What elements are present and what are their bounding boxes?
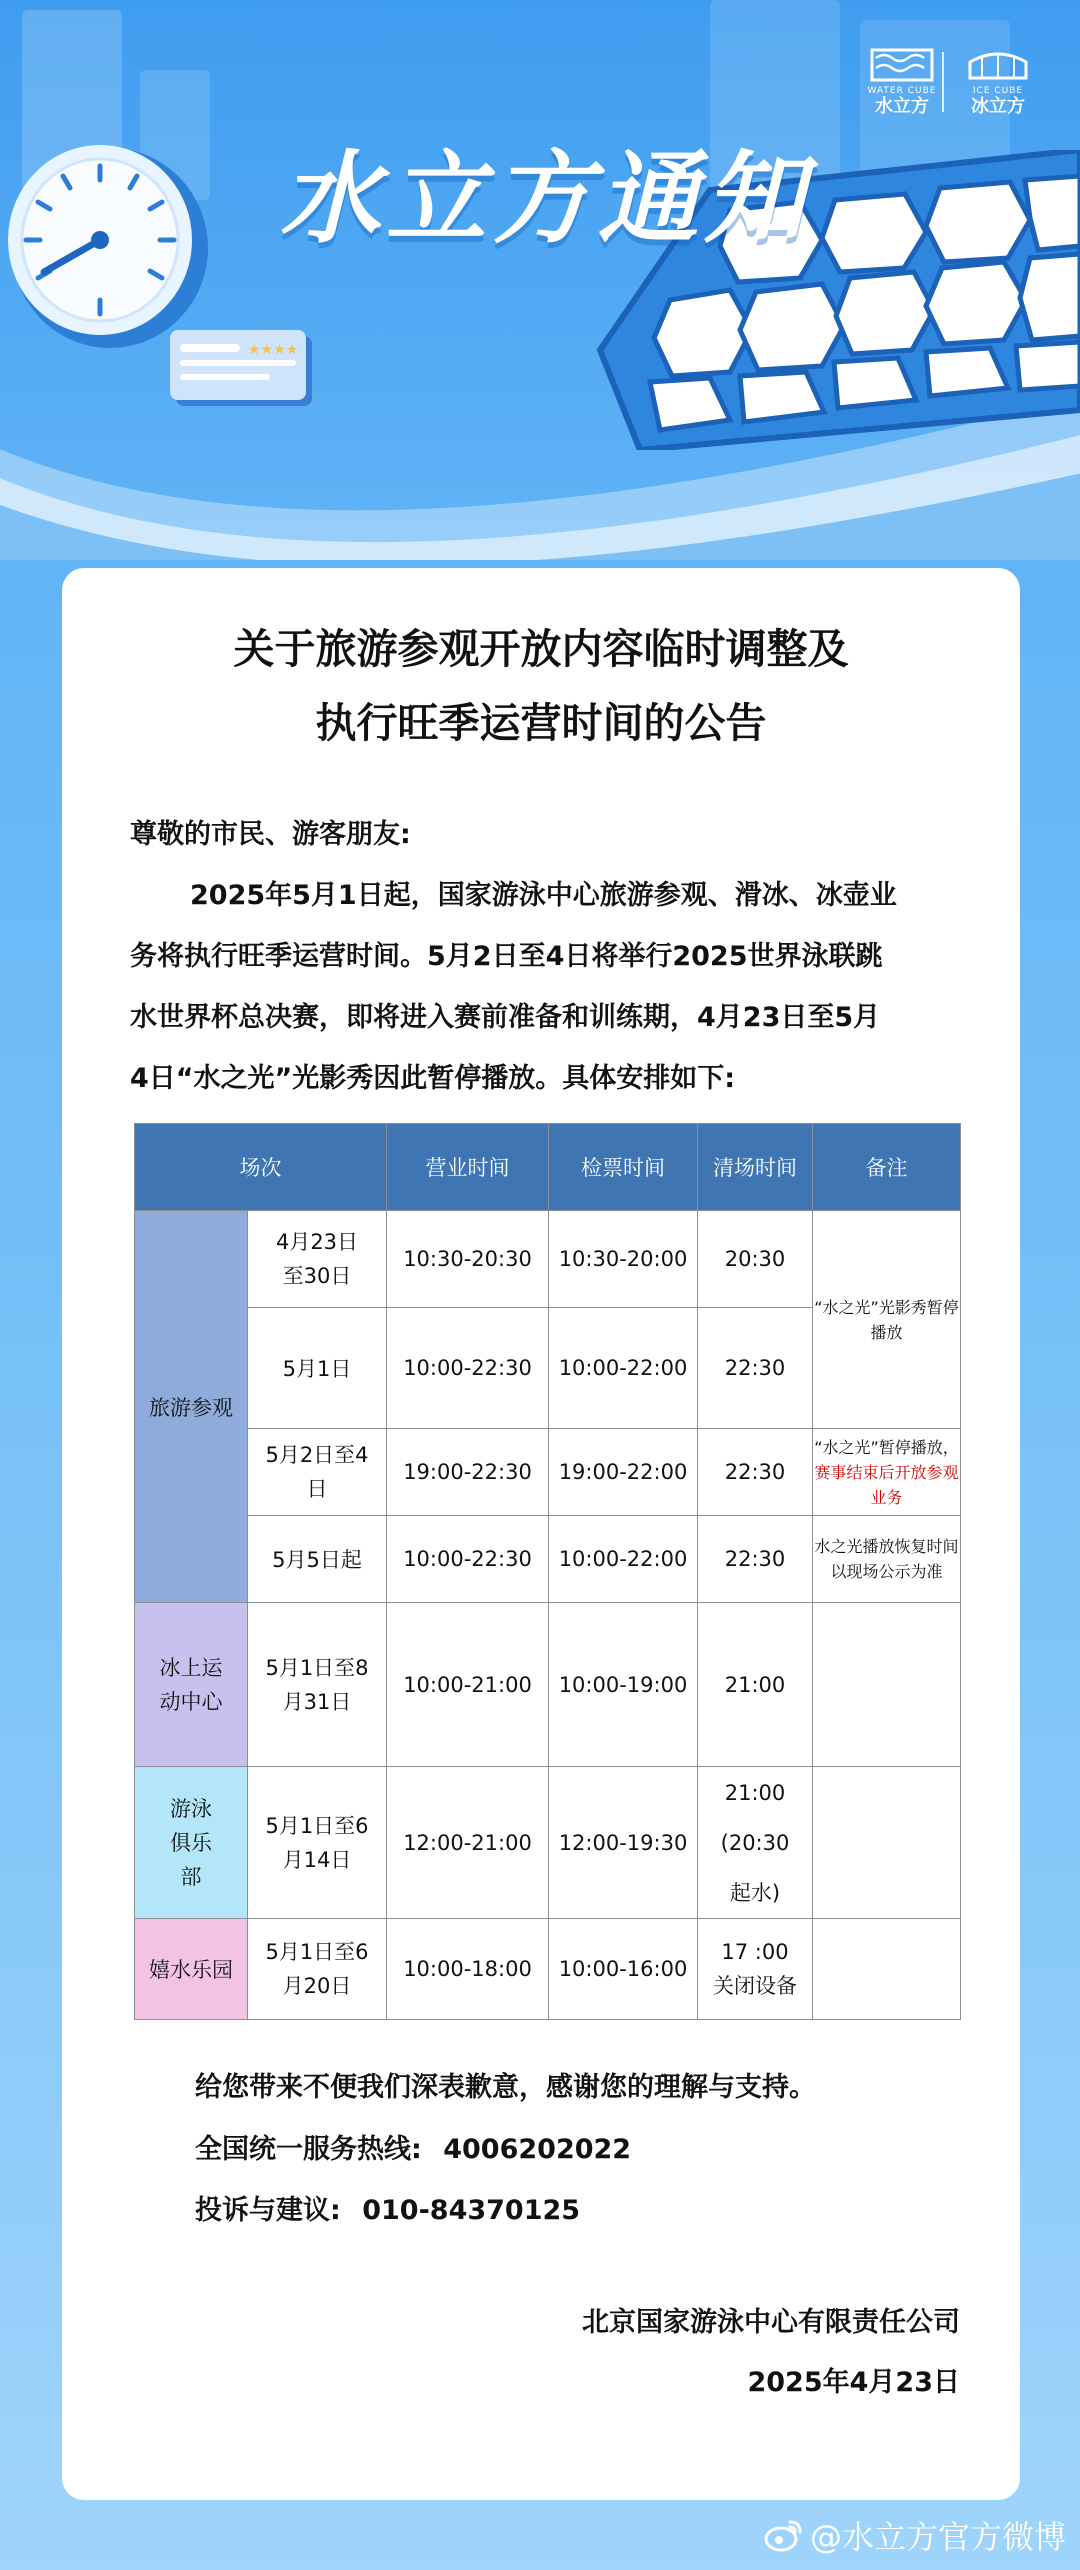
hotline-line [195,2130,631,2170]
clear-time-note: 关闭设备 [713,1974,797,1998]
table-row [135,1516,961,1603]
table-row [135,1603,961,1767]
schedule-table [134,1123,961,2020]
table-row [135,1429,961,1516]
column-header: 备注 [813,1124,961,1211]
weibo-icon [764,2518,804,2552]
logo-name: 冰立方 [971,96,1025,117]
note-cell: “水之光”光影秀暂停播放 [813,1211,961,1429]
table-row [135,1211,961,1308]
clear-time: 17 :00 [721,1940,789,1964]
clear-time-cell: 21:00 [698,1603,813,1767]
note-text: “水之光”暂停播放， [814,1437,959,1457]
open-time-cell: 19:00-22:30 [387,1429,549,1516]
clear-time-cell: 22:30 [698,1516,813,1603]
date-cell: 5月1日至8月31日 [248,1603,387,1767]
announcement-title-line2: 执行旺季运营时间的公告 [315,699,767,747]
ticket-time-cell: 10:30-20:00 [549,1211,698,1308]
apology-text: 给您带来不便我们深表歉意，感谢您的理解与支持。 [195,2072,816,2103]
date-cell: 4月23日至30日 [248,1211,387,1308]
hotline-number: 4006202022 [443,2134,632,2165]
clear-time: 21:00 [724,1780,786,1805]
open-time-cell: 10:00-22:30 [387,1516,549,1603]
ticket-time-cell: 10:00-22:00 [549,1308,698,1429]
date-cell: 5月1日至6月20日 [248,1919,387,2020]
column-header: 场次 [135,1124,387,1211]
water-cube-logo [862,48,942,118]
ticket-time-cell: 12:00-19:30 [549,1767,698,1919]
table-row [135,1767,961,1919]
clear-time-cell [698,1767,813,1919]
announcement-panel [62,568,1020,2500]
column-header: 清场时间 [698,1124,813,1211]
banner-title: 水立方通知 [280,140,810,257]
ice-cube-logo-icon [966,48,1030,82]
open-time-cell: 10:30-20:30 [387,1211,549,1308]
ice-cube-logo [958,48,1038,118]
category-cell: 嬉水乐园 [135,1919,248,2020]
category-cell: 旅游参观 [135,1211,248,1603]
table-header-row [135,1124,961,1211]
open-time-cell: 12:00-21:00 [387,1767,549,1919]
ticket-time-cell: 19:00-22:00 [549,1429,698,1516]
svg-text:★★★★: ★★★★ [248,342,299,358]
clear-time-cell [698,1919,813,2020]
body-line: 水世界杯总决赛，即将进入赛前准备和训练期，4月23日至5月 [130,1002,881,1033]
note-cell [813,1603,961,1767]
note-cell [813,1767,961,1919]
signature-date: 2025年4月23日 [747,2367,960,2398]
complaint-label: 投诉与建议: [195,2195,341,2226]
logo-name: 水立方 [875,96,929,117]
clear-time-cell: 22:30 [698,1429,813,1516]
note-cell [813,1429,961,1516]
body-line: 4日“水之光”光影秀因此暂停播放。具体安排如下: [130,1063,736,1094]
open-time-cell: 10:00-21:00 [387,1603,549,1767]
column-header: 营业时间 [387,1124,549,1211]
note-cell [813,1919,961,2020]
category-cell: 冰上运动中心 [135,1603,248,1767]
date-cell: 5月1日 [248,1308,387,1429]
open-time-cell: 10:00-18:00 [387,1919,549,2020]
date-cell: 5月5日起 [248,1516,387,1603]
complaint-number: 010-84370125 [362,2195,581,2226]
clear-time-note: (20:30起水) [720,1830,790,1905]
signature-org: 北京国家游泳中心有限责任公司 [582,2307,960,2338]
logo-divider [942,52,944,112]
ticket-card-icon [170,330,315,408]
body-line: 2025年5月1日起，国家游泳中心旅游参观、滑冰、冰壶业 [190,880,897,911]
header-banner [0,0,1080,560]
hotline-label: 全国统一服务热线: [195,2134,422,2165]
clear-time-cell: 20:30 [698,1211,813,1308]
note-cell: 水之光播放恢复时间以现场公示为准 [813,1516,961,1603]
logo-sub: WATER CUBE [867,86,937,96]
clear-time-cell: 22:30 [698,1308,813,1429]
column-header: 检票时间 [549,1124,698,1211]
ticket-time-cell: 10:00-22:00 [549,1516,698,1603]
date-cell: 5月2日至4日 [248,1429,387,1516]
category-cell: 游泳俱乐部 [135,1767,248,1919]
note-highlight: 赛事结束后开放参观业务 [814,1462,959,1507]
watermark-text: @水立方官方微博 [809,2518,1066,2556]
ticket-time-cell: 10:00-19:00 [549,1603,698,1767]
greeting: 尊敬的市民、游客朋友: [130,819,411,850]
complaint-line [195,2191,580,2231]
clock-icon [0,130,210,350]
body-paragraph [130,865,980,926]
open-time-cell: 10:00-22:30 [387,1308,549,1429]
water-cube-logo-icon [870,48,934,82]
ticket-time-cell: 10:00-16:00 [549,1919,698,2020]
body-line: 务将执行旺季运营时间。5月2日至4日将举行2025世界泳联跳 [130,941,883,972]
weibo-watermark [764,2512,1066,2558]
table-row [135,1919,961,2020]
date-cell: 5月1日至6月14日 [248,1767,387,1919]
announcement-title-line1: 关于旅游参观开放内容临时调整及 [233,625,849,673]
logo-sub: ICE CUBE [972,86,1024,96]
